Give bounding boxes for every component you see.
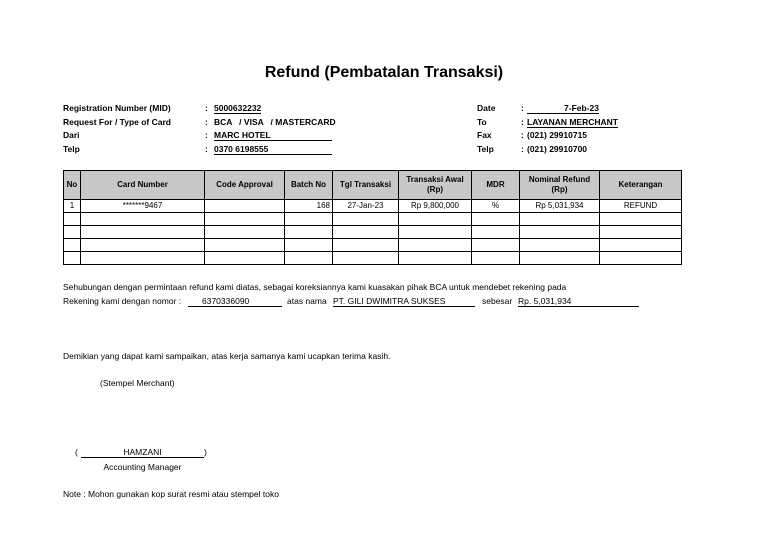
table-cell (333, 239, 399, 252)
table-cell (205, 252, 285, 265)
table-cell: % (472, 200, 520, 213)
table-cell (472, 226, 520, 239)
table-cell (285, 239, 333, 252)
signature-title: Accounting Manager (103, 462, 182, 472)
value-mid: 5000632232 (214, 103, 262, 113)
table-cell: Rp 5,031,934 (520, 200, 600, 213)
table-cell (205, 226, 285, 239)
table-cell (205, 213, 285, 226)
account-number: 6370336090 (188, 296, 282, 307)
label-fax: Fax (477, 130, 492, 140)
label-telp-right: Telp (477, 144, 494, 154)
value-to: LAYANAN MERCHANT (527, 117, 618, 127)
table-cell (399, 213, 472, 226)
table-cell: 1 (64, 200, 81, 213)
colon: : (521, 103, 524, 113)
table-cell (64, 252, 81, 265)
table-cell (333, 226, 399, 239)
table-cell (520, 252, 600, 265)
table-cell: REFUND (600, 200, 682, 213)
table-cell (600, 252, 682, 265)
table-cell (81, 213, 205, 226)
table-cell (399, 239, 472, 252)
closing-text: Demikian yang dapat kami sampaikan, atas kerja samanya kami ucapkan terima kasih. (63, 351, 391, 361)
label-to: To (477, 117, 487, 127)
colon: : (205, 144, 208, 154)
table-cell (600, 239, 682, 252)
amount-label: sebesar (482, 296, 513, 306)
label-telp: Telp (63, 144, 80, 154)
table-row (64, 226, 682, 239)
table-cell (333, 213, 399, 226)
table-cell (64, 213, 81, 226)
account-name-label: atas nama (287, 296, 327, 306)
table-cell (205, 200, 285, 213)
col-header: Code Approval (205, 171, 285, 200)
table-cell (81, 252, 205, 265)
label-dari: Dari (63, 130, 80, 140)
signature-close-paren: ) (204, 447, 207, 457)
table-cell: 27-Jan-23 (333, 200, 399, 213)
account-prefix: Rekening kami dengan nomor : (63, 296, 182, 306)
table-cell (399, 226, 472, 239)
table-header-row (64, 171, 682, 200)
table-cell (472, 252, 520, 265)
table-cell (81, 226, 205, 239)
colon: : (205, 117, 208, 127)
table-cell (285, 213, 333, 226)
table-cell (600, 226, 682, 239)
value-dari: MARC HOTEL (214, 130, 332, 141)
account-name: PT. GILI DWIMITRA SUKSES (333, 296, 475, 307)
paragraph-request: Sehubungan dengan permintaan refund kami diatas, sebagai koreksiannya kami kuasakan pihak BCA untuk mendebet rekening pada (63, 282, 567, 292)
colon: : (521, 144, 524, 154)
label-card-type: Request For / Type of Card (63, 117, 171, 127)
value-telp-right: (021) 29910700 (527, 144, 588, 154)
label-date: Date (477, 103, 496, 113)
table-row (64, 200, 682, 213)
col-header: Card Number (81, 171, 205, 200)
page-title: Refund (Pembatalan Transaksi) (264, 64, 504, 81)
colon: : (521, 130, 524, 140)
value-telp: 0370 6198555 (214, 144, 332, 155)
table-cell (520, 226, 600, 239)
col-header: MDR (472, 171, 520, 200)
table-cell (285, 226, 333, 239)
col-header: Nominal Refund (Rp) (520, 171, 600, 200)
col-header: No (64, 171, 81, 200)
col-header: Tgl Transaksi (333, 171, 399, 200)
value-date: 7-Feb-23 (527, 103, 599, 114)
refund-table (63, 170, 682, 265)
amount-value: Rp. 5,031,934 (518, 296, 639, 307)
table-cell (520, 239, 600, 252)
table-cell: Rp 9,800,000 (399, 200, 472, 213)
colon: : (521, 117, 524, 127)
table-cell (64, 226, 81, 239)
table-cell (472, 239, 520, 252)
table-cell (520, 213, 600, 226)
table-row (64, 252, 682, 265)
colon: : (205, 130, 208, 140)
col-header: Keterangan (600, 171, 682, 200)
col-header: Transaksi Awal (Rp) (399, 171, 472, 200)
signature-open-paren: ( (75, 447, 78, 457)
table-cell (399, 252, 472, 265)
value-card-type: BCA / VISA / MASTERCARD (214, 117, 336, 127)
signature-name: HAMZANI (81, 447, 204, 458)
colon: : (205, 103, 208, 113)
label-mid: Registration Number (MID) (63, 103, 171, 113)
table-cell (81, 239, 205, 252)
table-cell: 168 (285, 200, 333, 213)
stamp-placeholder: (Stempel Merchant) (100, 378, 175, 388)
table-cell: *******9467 (81, 200, 205, 213)
table-row (64, 213, 682, 226)
footer-note: Note : Mohon gunakan kop surat resmi atau stempel toko (63, 489, 279, 499)
table-cell (285, 252, 333, 265)
table-cell (600, 213, 682, 226)
table-cell (472, 213, 520, 226)
col-header: Batch No (285, 171, 333, 200)
value-fax: (021) 29910715 (527, 130, 588, 140)
table-cell (64, 239, 81, 252)
table-cell (205, 239, 285, 252)
table-cell (333, 252, 399, 265)
table-row (64, 239, 682, 252)
